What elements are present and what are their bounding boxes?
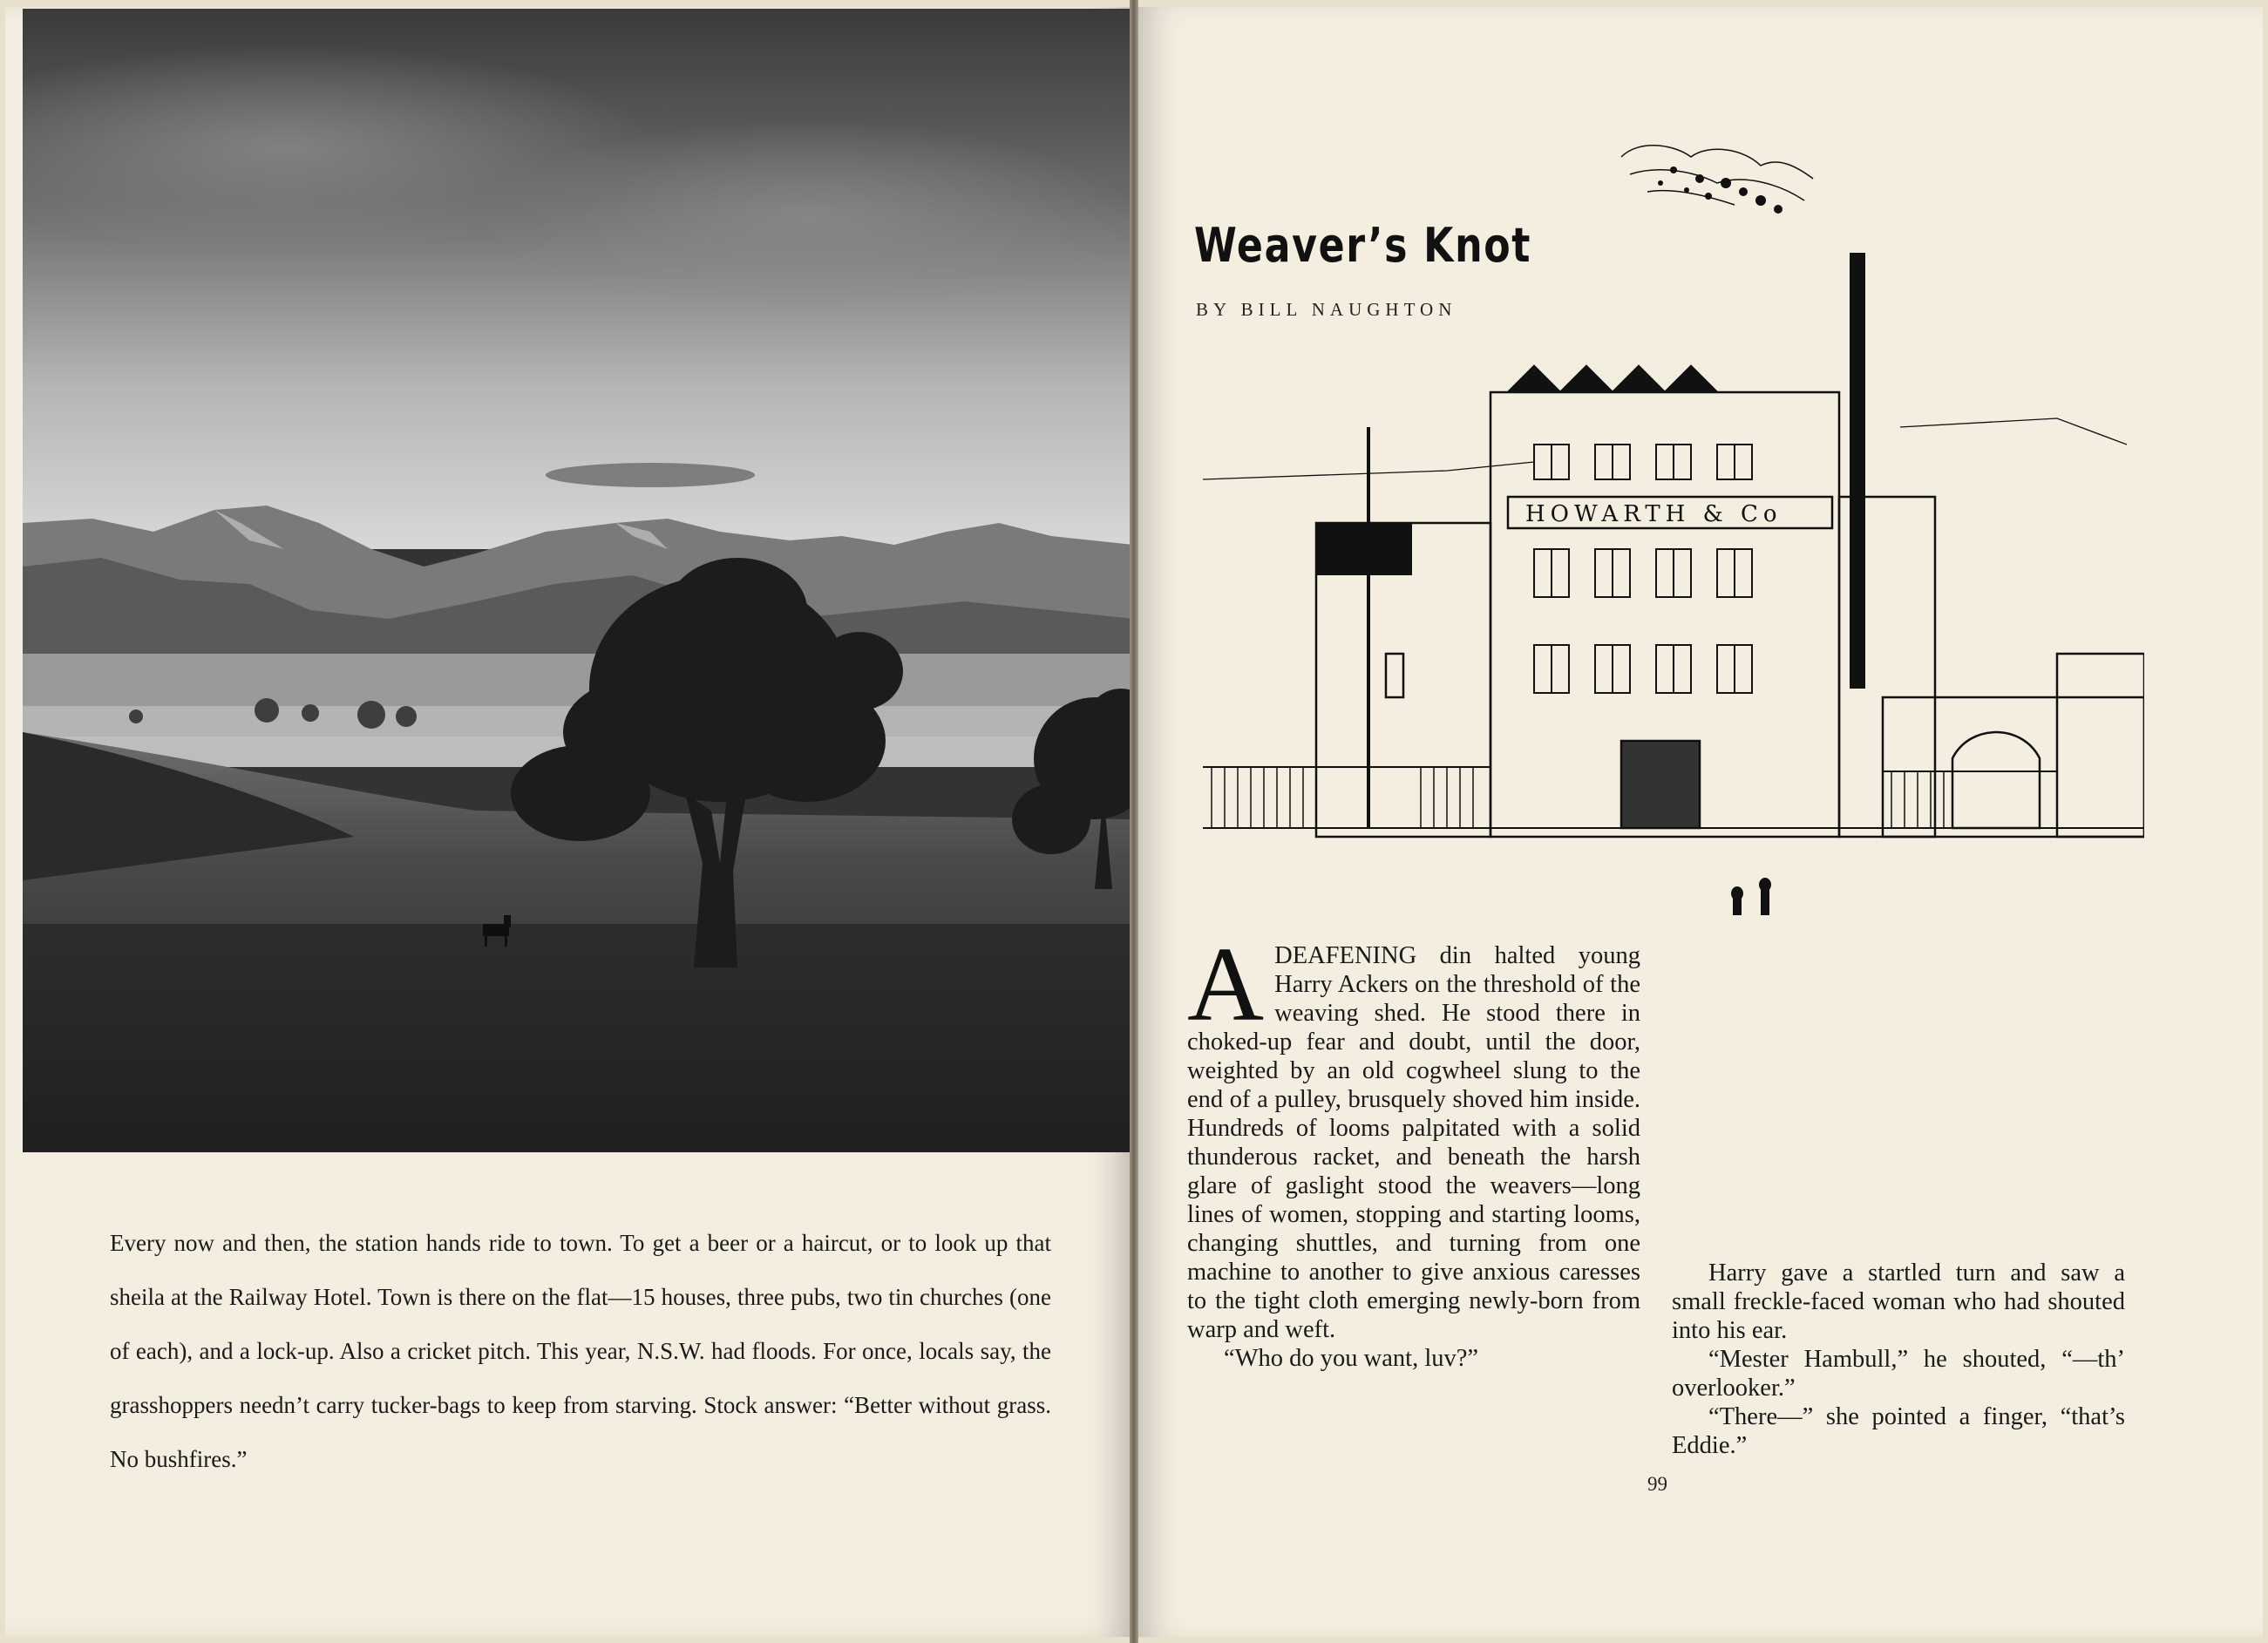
paragraph-harry: Harry gave a startled turn and saw a small freckle-faced woman who had shouted into his ear.	[1672, 1259, 2125, 1344]
landscape-photo	[23, 9, 1133, 1152]
article-byline: BY BILL NAUGHTON	[1196, 299, 1457, 320]
paragraph-there: “There—” she pointed a finger, “that’s Eddie.”	[1672, 1403, 2125, 1459]
book-gutter	[1130, 0, 1138, 1643]
mill-sign-text: HOWARTH & Co	[1525, 501, 1782, 527]
text-column-2	[1672, 1259, 2125, 1460]
photo-caption: Every now and then, the station hands ride to town. To get a beer or a haircut, or to look up that sheila at the Railway Hotel. Town is there on the flat—15 houses, three pubs, two tin churches (one of each), and a lock-up. Also a cricket pitch. This year, N.S.W. had floods. For once, locals say, the grasshoppers needn’t carry tucker-bags to keep from starving. Stock answer: “Better without grass. No bushfires.”	[110, 1230, 1051, 1472]
paragraph-mester: “Mester Hambull,” he shouted, “—th’ overlooker.”	[1672, 1346, 2125, 1402]
quote-paragraph: “Who do you want, luv?”	[1224, 1345, 1479, 1372]
lead-paragraph: DEAFENING din halted young Harry Ackers on the threshold of the weaving shed. He stood there in choked-up fear and doubt, until the door, weighted by an old cogwheel slung to the end of a pulley, brusquely shoved him inside. Hundreds of looms palpitated with a solid thunderous racket, and beneath the harsh glare of gaslight stood the weavers—long lines of women, stopping and starting looms, changing shuttles, and turning from one machine to another to give anxious caresses to the tight cloth emerging newly-born from warp and weft.	[1187, 942, 1640, 1343]
drop-cap: A	[1187, 926, 1265, 1043]
text-column-1	[1187, 926, 1640, 1373]
article-title: Weaver’s Knot	[1194, 218, 1532, 273]
page-number: 99	[1647, 1473, 1667, 1495]
